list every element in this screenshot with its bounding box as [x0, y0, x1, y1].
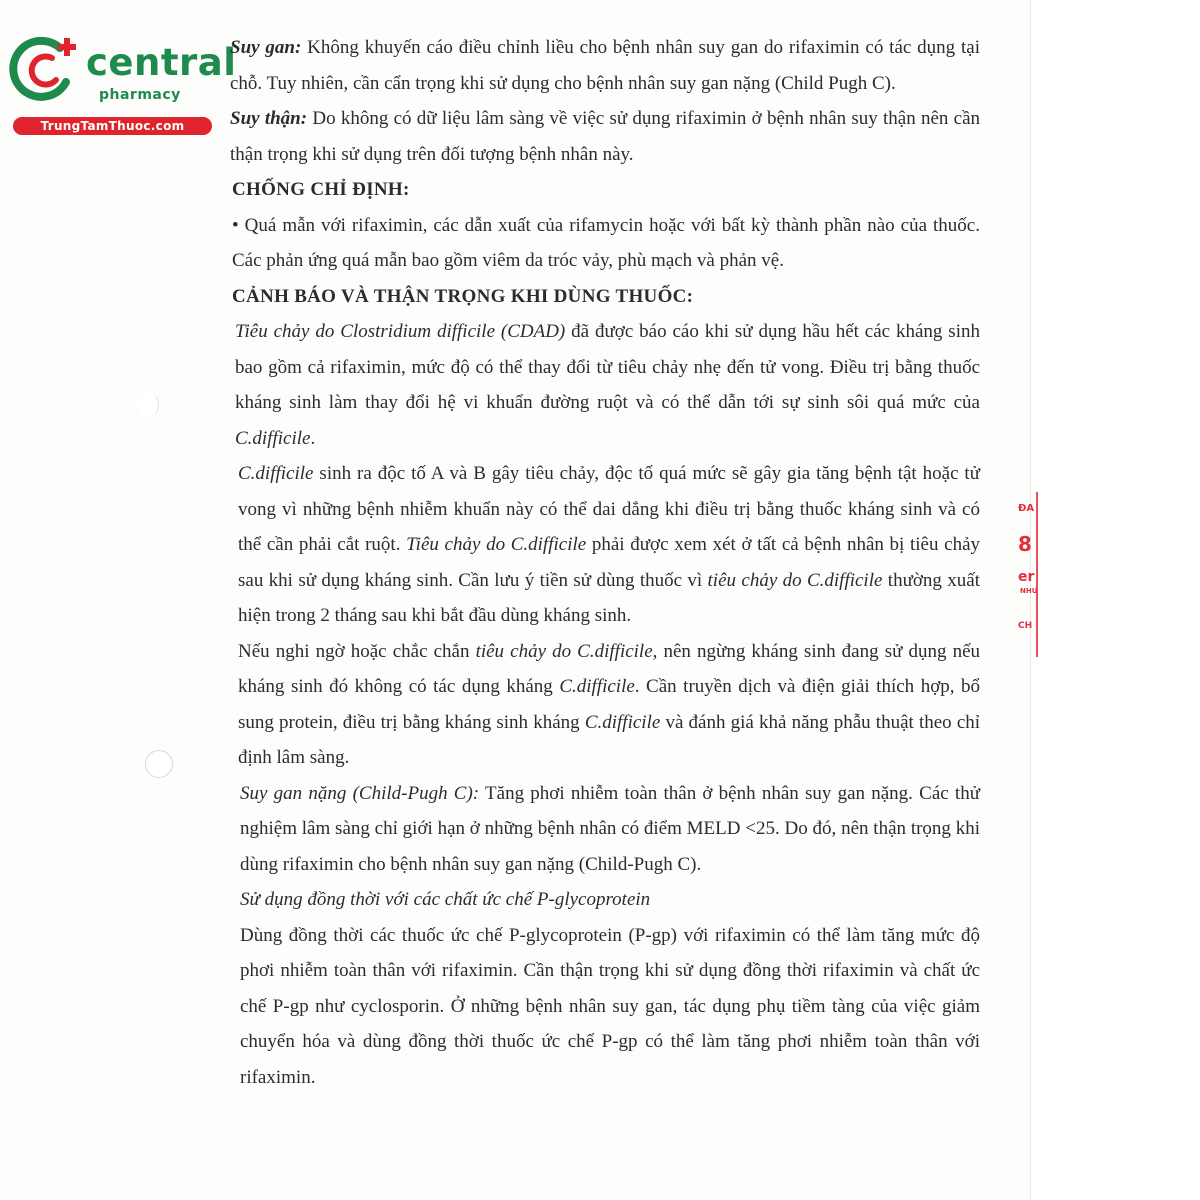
heading-canh-bao: CẢNH BÁO VÀ THẬN TRỌNG KHI DÙNG THUỐC:: [232, 285, 694, 307]
paragraph-cdad: [235, 314, 980, 456]
red-stamp: [1016, 492, 1042, 662]
central-pharmacy-logo: [8, 36, 237, 136]
paragraph-text: Không khuyến cáo điều chỉnh liều cho bệnh nhân suy gan do rifaximin có tác dụng tại chỗ. Tuy nhiên, cần cẩn trọng khi sử dụng cho bệnh nhân suy gan nặng (Child Pugh C).: [230, 37, 980, 94]
paragraph-text: , nên ngừng kháng sinh đang sử dụng nếu kháng sinh đó không có tác dụng kháng: [238, 640, 981, 697]
heading-chong-chi-dinh: CHỐNG CHỈ ĐỊNH:: [232, 179, 410, 200]
paragraph-text: Nếu nghi ngờ hoặc chắc chắn: [238, 640, 470, 662]
italic-text: Suy gan nặng (Child-Pugh C):: [240, 782, 480, 804]
paragraph-text: . Cần truyền dịch và điện giải thích hợp, bổ sung protein, điều trị bằng kháng sinh kháng: [238, 676, 981, 733]
italic-text: Tiêu chảy do Clostridium difficile (CDAD): [235, 321, 566, 342]
paragraph-treatment: [238, 634, 980, 776]
paragraph-text: .: [310, 427, 316, 449]
label-suy-gan: Suy gan:: [230, 37, 302, 58]
pharmacy-c-cross-icon: [8, 36, 86, 106]
paragraph-text: đã được báo cáo khi sử dụng hầu hết các kháng sinh bao gồm cả rifaximin, mức độ có thể thay đổi từ tiêu chảy nhẹ đến tử vong. Điều trị bằng thuốc kháng sinh làm thay đổi hệ vi khuẩn đường ruột và có thể dẫn tới sự sinh sôi quá mức của: [235, 321, 980, 413]
italic-text: C.difficile: [238, 463, 314, 484]
stamp-border: [1036, 492, 1038, 657]
paragraph-contraindication: • Quá mẫn với rifaximin, các dẫn xuất của rifamycin hoặc với bất kỳ thành phần nào của thuốc. Các phản ứng quá mẫn bao gồm viêm da tróc vảy, phù mạch và phản vệ.: [232, 214, 980, 271]
italic-text: C.difficile: [584, 711, 661, 733]
document-body: [230, 30, 980, 1095]
subheading-pgp: Sử dụng đồng thời với các chất ức chế P-glycoprotein: [240, 889, 651, 910]
paragraph-text: Do không có dữ liệu lâm sàng về việc sử dụng rifaximin ở bệnh nhân suy thận nên cần thận trọng khi sử dụng trên đối tượng bệnh nhân này.: [230, 108, 981, 165]
italic-text: C.difficile: [235, 427, 311, 449]
paragraph-text: Tăng phơi nhiễm toàn thân ở bệnh nhân suy gan nặng. Các thử nghiệm lâm sàng chỉ giới hạn ở những bệnh nhân có điểm MELD <25. Do đó, nên thận trọng khi dùng rifaximin cho bệnh nhân suy gan nặng (Child-Pugh C).: [240, 782, 980, 875]
italic-text: tiêu chảy do C.difficile: [707, 569, 883, 591]
label-suy-than: Suy thận:: [230, 108, 308, 129]
stamp-text: CH: [1018, 621, 1033, 631]
brand-subtitle: pharmacy: [99, 87, 181, 103]
stamp-text: NHU: [1020, 587, 1038, 595]
website-badge: TrungTamThuoc.com: [13, 117, 212, 135]
brand-name: central: [86, 41, 237, 84]
paragraph-cdifficile-toxin: [238, 456, 980, 634]
stamp-text: er: [1018, 569, 1035, 585]
paragraph-text: và đánh giá khả năng phẫu thuật theo chỉ định lâm sàng.: [238, 711, 981, 768]
punch-hole-mark: [137, 392, 159, 418]
paragraph-text: sinh ra độc tố A và B gây tiêu chảy, độc tố quá mức sẽ gây gia tăng bệnh tật hoặc tử vong vì những bệnh nhiễm khuẩn này có thể dai dẳng khi điều trị bằng thuốc kháng sinh và có thể cần phải cắt ruột.: [238, 463, 981, 555]
paragraph-suy-than: [230, 101, 980, 172]
stamp-text: 8: [1018, 532, 1032, 556]
paragraph-suy-gan: [230, 30, 980, 101]
paragraph-severe-hepatic: [240, 776, 980, 883]
stamp-text: ĐA: [1018, 503, 1035, 514]
paragraph-text: thường xuất hiện trong 2 tháng sau khi bắt đầu dùng kháng sinh.: [238, 569, 980, 626]
italic-text: C.difficile: [559, 676, 635, 697]
punch-hole-mark: [145, 750, 173, 778]
paragraph-text: phải được xem xét ở tất cả bệnh nhân bị tiêu chảy sau khi sử dụng kháng sinh. Cần lưu ý tiền sử dùng thuốc vì: [238, 534, 981, 591]
italic-text: tiêu chảy do C.difficile: [475, 640, 653, 662]
italic-text: Tiêu chảy do C.difficile: [406, 534, 587, 555]
page-edge: [1030, 0, 1200, 1200]
paragraph-pgp: Dùng đồng thời các thuốc ức chế P-glycoprotein (P-gp) với rifaximin có thể làm tăng mức độ phơi nhiễm toàn thân với rifaximin. Cần thận trọng khi sử dụng đồng thời rifaximin và chất ức chế P-gp như cyclosporin. Ở những bệnh nhân suy gan, tác dụng phụ tiềm tàng của việc giảm chuyển hóa và dùng đồng thời thuốc ức chế P-gp có thể làm tăng phơi nhiễm toàn thân với rifaximin.: [240, 924, 980, 1088]
